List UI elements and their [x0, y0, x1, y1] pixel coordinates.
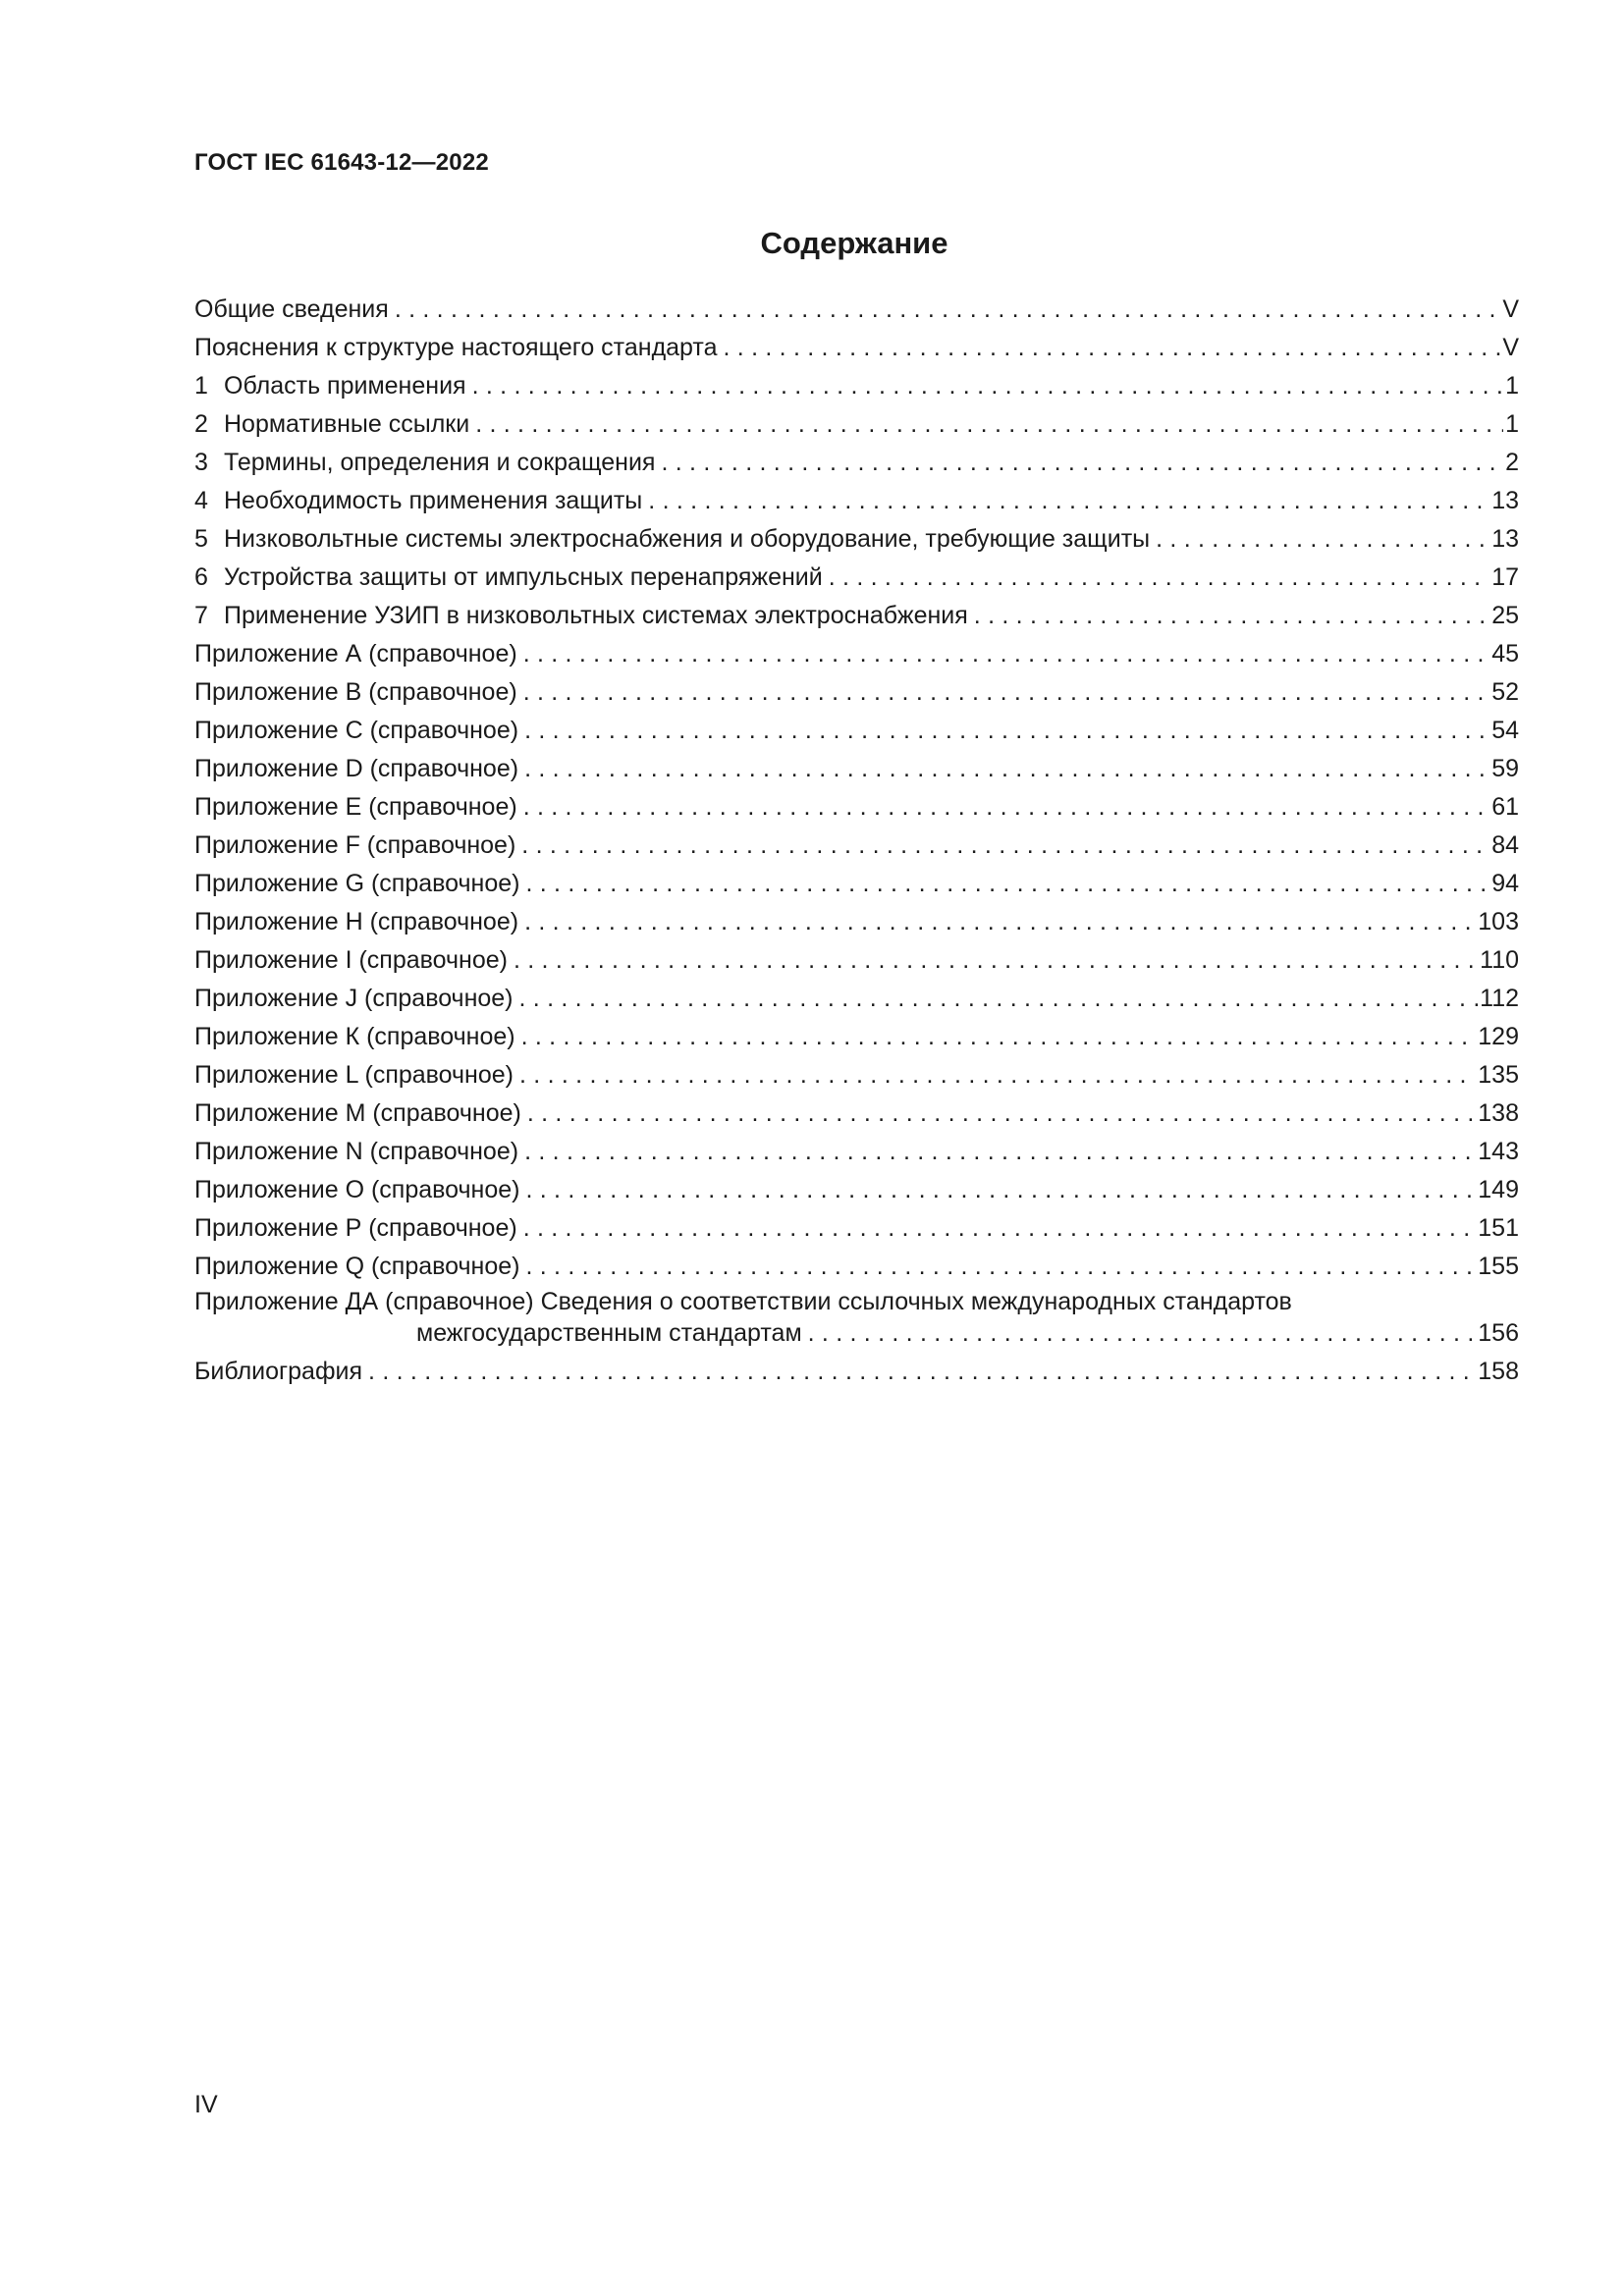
toc-entry[interactable] [194, 635, 1519, 673]
toc-entry-page: 13 [1491, 525, 1519, 553]
toc-entry-page: 52 [1491, 678, 1519, 706]
toc-entry[interactable] [194, 1171, 1519, 1209]
toc-entry-page: 13 [1491, 487, 1519, 514]
toc-entry-label: Приложение К (справочное) [194, 1023, 515, 1050]
toc-entry-page: 25 [1491, 602, 1519, 629]
dot-leader [527, 1095, 1476, 1133]
dot-leader [475, 405, 1503, 444]
toc-entry-label: Приложение Н (справочное) [194, 908, 519, 935]
toc-entry-page: 135 [1478, 1061, 1519, 1089]
dot-leader [519, 980, 1479, 1018]
toc-entry-appendix-da[interactable] [194, 1286, 1519, 1353]
toc-entry-page: 151 [1478, 1214, 1519, 1242]
toc-entry[interactable] [194, 1209, 1519, 1248]
dot-leader [395, 291, 1501, 329]
toc-entry-number: 1 [194, 372, 208, 400]
toc-entry-page: 61 [1491, 793, 1519, 821]
toc-entry-label: Приложение М (справочное) [194, 1099, 521, 1127]
toc-entry-label: Приложение F (справочное) [194, 831, 516, 859]
toc-entry[interactable] [194, 1056, 1519, 1095]
toc-entry-label: Приложение Q (справочное) [194, 1253, 520, 1280]
toc-entry-page: 103 [1478, 908, 1519, 935]
dot-leader [524, 712, 1489, 750]
dot-leader [525, 1171, 1476, 1209]
toc-entry[interactable] [194, 444, 1519, 482]
toc-entry-page: 158 [1478, 1358, 1519, 1385]
toc-entry[interactable] [194, 1248, 1519, 1286]
toc-entry-page: 1 [1505, 372, 1519, 400]
toc-entry-label: Приложение В (справочное) [194, 678, 517, 706]
toc-entry-label: Приложение L (справочное) [194, 1061, 514, 1089]
dot-leader [472, 367, 1504, 405]
toc-entry-label: Приложение J (справочное) [194, 985, 514, 1012]
dot-leader [525, 865, 1489, 903]
toc-entry[interactable] [194, 405, 1519, 444]
toc-title: Содержание [760, 226, 948, 260]
toc-entry-page: 17 [1491, 563, 1519, 591]
toc-entry-label-continued: межгосударственным стандартам [416, 1319, 802, 1347]
toc-entry-number: 2 [194, 410, 208, 438]
toc-entry-label: Приложение Р (справочное) [194, 1214, 517, 1242]
toc-entry[interactable] [194, 597, 1519, 635]
toc-entry-label: Приложение N (справочное) [194, 1138, 519, 1165]
dot-leader [521, 1018, 1477, 1056]
toc-entry-label: Применение УЗИП в низковольтных системах электроснабжения [224, 602, 968, 629]
toc-entry-label: Низковольтные системы электроснабжения и оборудование, требующие защиты [224, 525, 1151, 553]
toc-entry[interactable] [194, 673, 1519, 712]
toc-entry-bibliography[interactable] [194, 1353, 1519, 1391]
toc-entry[interactable] [194, 559, 1519, 597]
toc-entry[interactable] [194, 827, 1519, 865]
dot-leader [519, 1056, 1476, 1095]
toc-entry-page: V [1502, 295, 1519, 323]
toc-entry-number: 7 [194, 602, 208, 629]
toc-entry[interactable] [194, 750, 1519, 788]
toc-entry[interactable] [194, 367, 1519, 405]
dot-leader [524, 1133, 1476, 1171]
toc-entry[interactable] [194, 520, 1519, 559]
dot-leader [661, 444, 1503, 482]
toc-entry[interactable] [194, 291, 1519, 329]
toc-entry-page: 110 [1480, 946, 1519, 974]
toc-entry-label: Термины, определения и сокращения [224, 449, 656, 476]
toc-entry[interactable] [194, 788, 1519, 827]
toc-entry[interactable] [194, 941, 1519, 980]
standard-code-header: ГОСТ IEC 61643-12—2022 [194, 149, 489, 176]
toc-entry[interactable] [194, 1095, 1519, 1133]
dot-leader [524, 903, 1476, 941]
toc-entry-label: Пояснения к структуре настоящего стандарта [194, 334, 718, 361]
dot-leader [1156, 520, 1489, 559]
toc-entry-number: 4 [194, 487, 208, 514]
toc-entry[interactable] [194, 865, 1519, 903]
toc-entry-page: 112 [1480, 985, 1519, 1012]
dot-leader [525, 1248, 1476, 1286]
toc-entry-page: 155 [1478, 1253, 1519, 1280]
toc-entry-label: Приложение С (справочное) [194, 717, 519, 744]
dot-leader [514, 941, 1478, 980]
toc-entry-label: Общие сведения [194, 295, 389, 323]
toc-entry-label: Библиография [194, 1358, 363, 1385]
toc-entry-label: Приложение ДА (справочное) Сведения о соответствии ссылочных международных стандартов [194, 1288, 1292, 1315]
toc-entry[interactable] [194, 1133, 1519, 1171]
toc-entry-label: Устройства защиты от импульсных перенапряжений [224, 563, 823, 591]
dot-leader [368, 1353, 1476, 1391]
toc-entry-label: Приложение G (справочное) [194, 870, 520, 897]
toc-entry-page: 2 [1505, 449, 1519, 476]
toc-entry-page: 156 [1478, 1319, 1519, 1347]
toc-entry-label: Приложение D (справочное) [194, 755, 519, 782]
toc-entry-label: Приложение О (справочное) [194, 1176, 520, 1203]
dot-leader [829, 559, 1489, 597]
dot-leader [974, 597, 1489, 635]
toc-entry-label: Область применения [224, 372, 466, 400]
toc-entry-page: 129 [1478, 1023, 1519, 1050]
dot-leader [523, 635, 1490, 673]
dot-leader [808, 1317, 1477, 1350]
page-number: IV [194, 2091, 218, 2118]
toc-entry-label: Приложение А (справочное) [194, 640, 517, 667]
toc-entry-page: 94 [1491, 870, 1519, 897]
dot-leader [523, 1209, 1477, 1248]
toc-entry-page: 1 [1505, 410, 1519, 438]
toc-entry[interactable] [194, 712, 1519, 750]
toc-entry[interactable] [194, 1018, 1519, 1056]
toc-entry-page: 149 [1478, 1176, 1519, 1203]
toc-entry-page: 54 [1491, 717, 1519, 744]
toc-entry-page: V [1502, 334, 1519, 361]
toc-entry-label: Приложение Е (справочное) [194, 793, 517, 821]
toc-entry-page: 59 [1491, 755, 1519, 782]
toc-entry-number: 6 [194, 563, 208, 591]
toc-entry[interactable] [194, 482, 1519, 520]
toc-entry-label: Приложение I (справочное) [194, 946, 508, 974]
toc-entry-page: 45 [1491, 640, 1519, 667]
toc-entry-number: 3 [194, 449, 208, 476]
toc-entry[interactable] [194, 903, 1519, 941]
dot-leader [723, 329, 1500, 367]
dot-leader [648, 482, 1489, 520]
toc-entry-label: Необходимость применения защиты [224, 487, 643, 514]
dot-leader [523, 673, 1490, 712]
toc-entry-number: 5 [194, 525, 208, 553]
dot-leader [521, 827, 1489, 865]
table-of-contents [194, 291, 1519, 1391]
toc-entry[interactable] [194, 329, 1519, 367]
toc-entry-page: 143 [1478, 1138, 1519, 1165]
toc-entry[interactable] [194, 980, 1519, 1018]
toc-entry-page: 84 [1491, 831, 1519, 859]
toc-entry-page: 138 [1478, 1099, 1519, 1127]
toc-entry-label: Нормативные ссылки [224, 410, 470, 438]
dot-leader [524, 750, 1489, 788]
dot-leader [523, 788, 1490, 827]
